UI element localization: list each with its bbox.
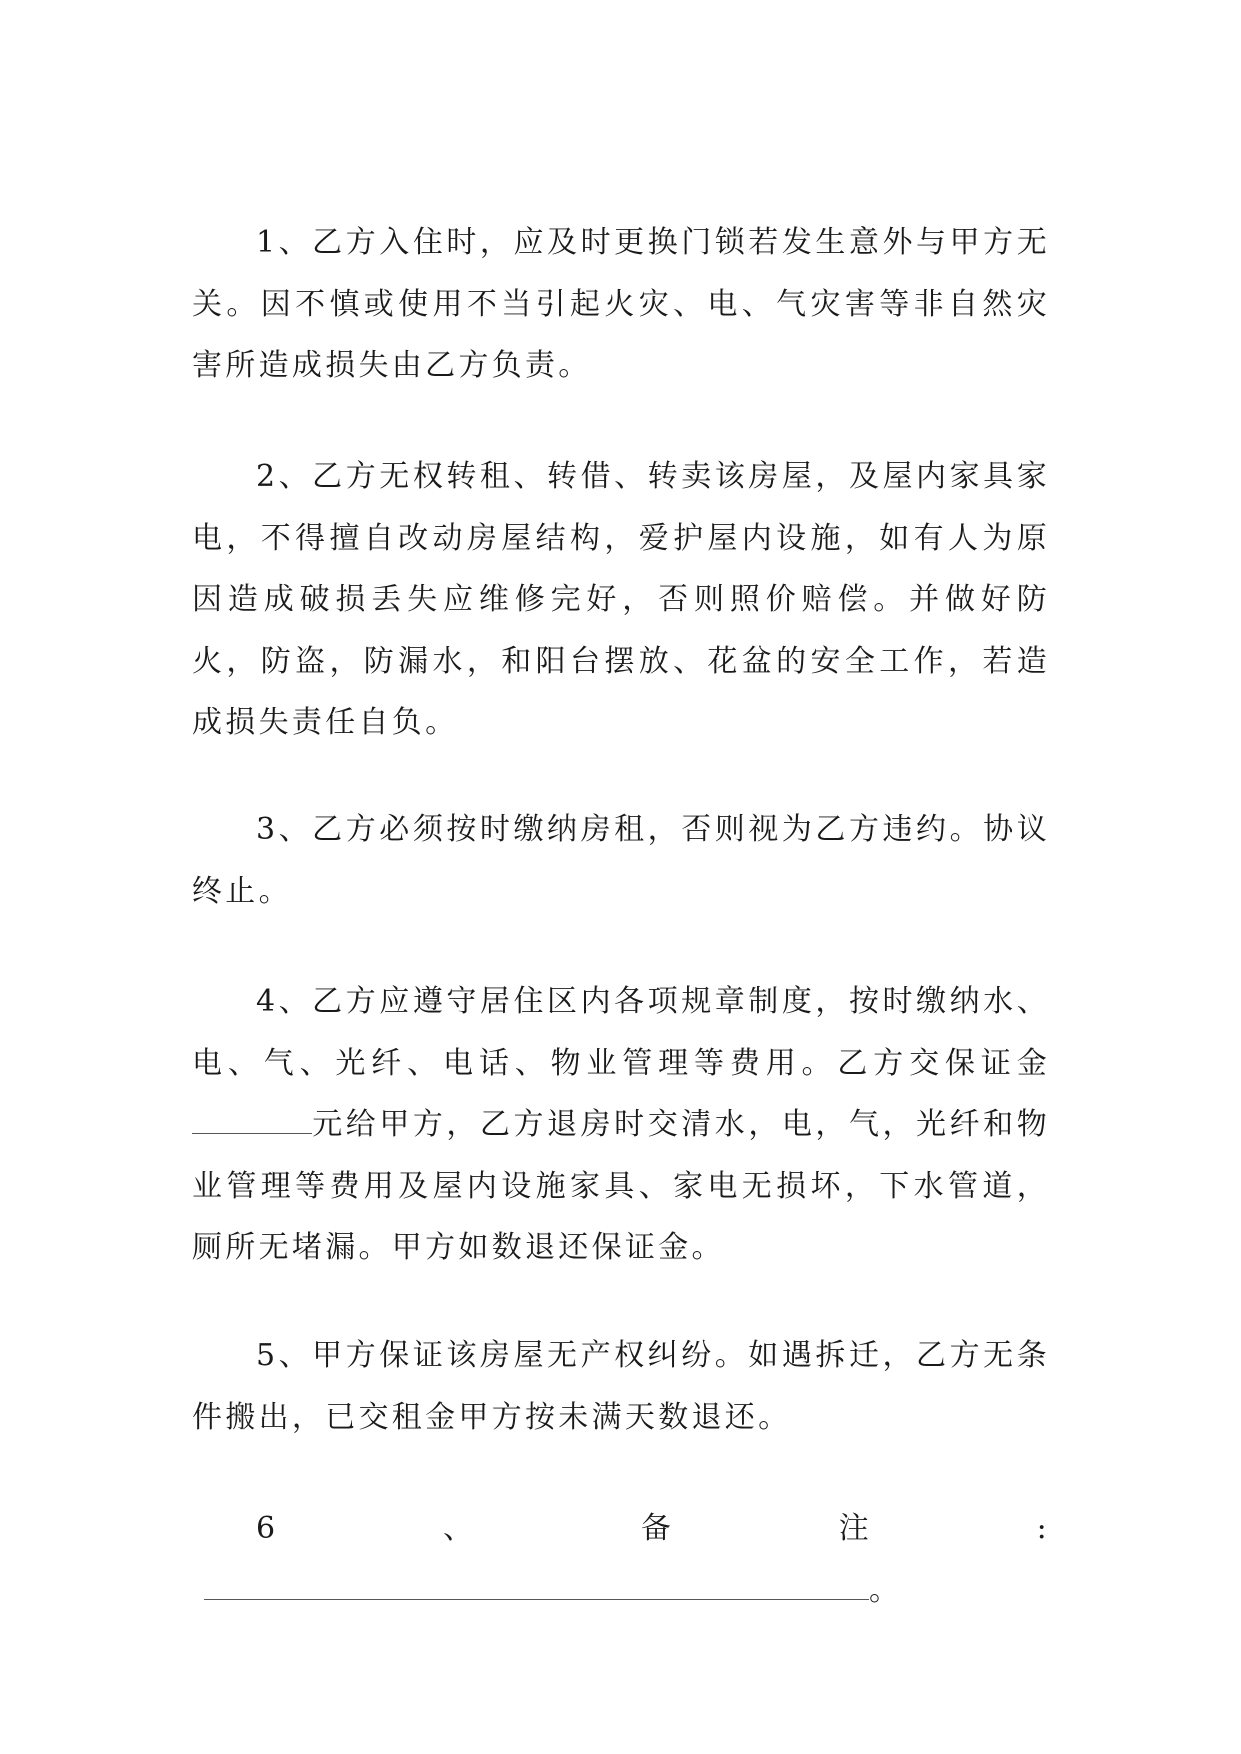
clause-5: 5、甲方保证该房屋无产权纠纷。如遇拆迁，乙方无条件搬出，已交租金甲方按未满天数退还。 bbox=[192, 1338, 1050, 1435]
clause-4-text-before-blank: 4、乙方应遵守居住区内各项规章制度，按时缴纳水、电、气、光纤、电话、物业管理等费用。乙方交保证金 bbox=[192, 984, 1050, 1081]
clause-3: 3、乙方必须按时缴纳房租，否则视为乙方违约。协议终止。 bbox=[192, 812, 1050, 909]
deposit-amount-blank bbox=[192, 1109, 312, 1134]
clause-6-remarks bbox=[192, 1498, 1050, 1621]
remarks-blank bbox=[204, 1575, 869, 1600]
remarks-label: 6、备注: bbox=[256, 1511, 1050, 1546]
clause-4-text-after-blank: 元给甲方，乙方退房时交清水，电，气，光纤和物业管理等费用及屋内设施家具、家电无损坏，下水管道，厕所无堵漏。甲方如数退还保证金。 bbox=[192, 1107, 1050, 1265]
remarks-end-mark: 。 bbox=[869, 1572, 903, 1608]
clause-1: 1、乙方入住时，应及时更换门锁若发生意外与甲方无关。因不慎或使用不当引起火灾、电、气灾害等非自然灾害所造成损失由乙方负责。 bbox=[192, 225, 1050, 383]
clause-2: 2、乙方无权转租、转借、转卖该房屋，及屋内家具家电，不得擅自改动房屋结构，爱护屋内设施，如有人为原因造成破损丢失应维修完好，否则照价赔偿。并做好防火，防盗，防漏水，和阳台摆放、花盆的安全工作，若造成损失责任自负。 bbox=[192, 459, 1050, 740]
clause-4 bbox=[192, 971, 1050, 1279]
